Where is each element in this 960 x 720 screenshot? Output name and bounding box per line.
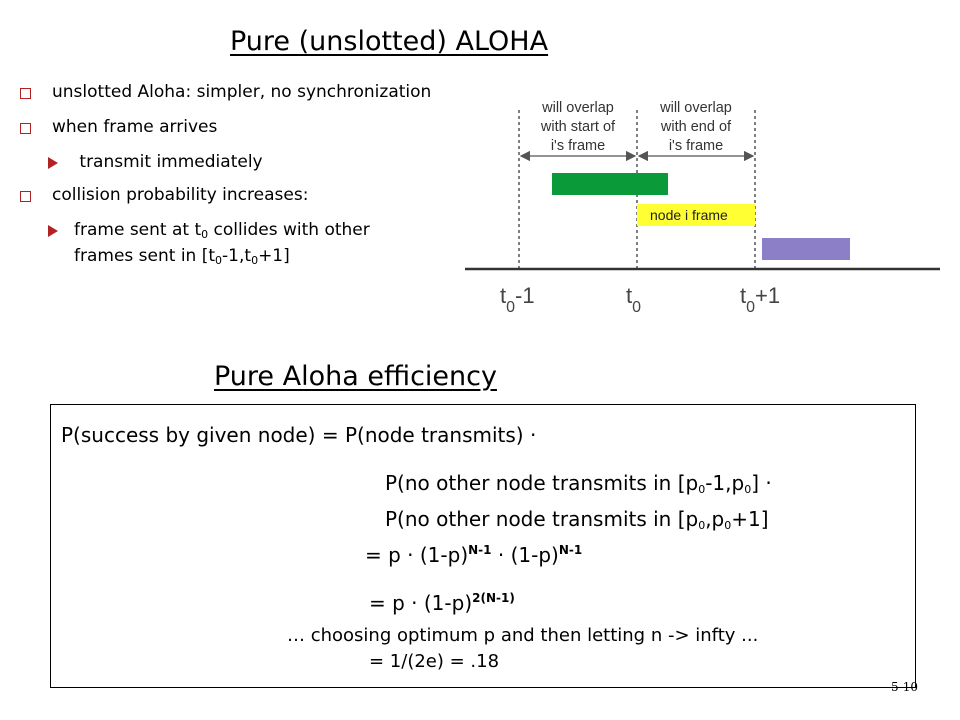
square-bullet-icon xyxy=(20,123,31,134)
formula-line-3: P(no other node transmits in $[p_0,p_0+1]$ xyxy=(385,507,769,532)
overlap-start-label-3: i's frame xyxy=(550,138,606,154)
triangle-bullet-icon xyxy=(48,225,58,237)
overlapping-frame-early xyxy=(552,173,668,195)
square-bullet-icon xyxy=(20,191,31,202)
formula-line-1: P(success by given node) = P(node transmits) · xyxy=(61,423,537,447)
tick-label-t0-plus-1: $t_0+1$ xyxy=(740,283,781,316)
formula-line-2: P(no other node transmits in $[p_0-1,p_0]$ · xyxy=(385,471,772,496)
aloha-timing-diagram xyxy=(460,96,950,326)
overlap-end-label-3: i's frame xyxy=(668,138,724,154)
overlap-start-label-2: with start of xyxy=(540,119,616,135)
square-bullet-icon xyxy=(20,88,31,99)
efficiency-title: Pure Aloha efficiency xyxy=(214,361,497,392)
sub-bullet-item: frame sent at $t_0$ collides with other xyxy=(48,220,462,244)
overlap-end-label-2: with end of xyxy=(660,119,732,135)
overlap-start-label-1: will overlap xyxy=(542,100,614,116)
node-i-frame-label: node i frame xyxy=(650,207,728,223)
slide-number: 5-10 xyxy=(891,680,918,694)
formula-line-4: = $p \cdot (1-p)^{N-1} \cdot (1-p)^{N-1}$ xyxy=(365,543,583,567)
slide-title: Pure (unslotted) ALOHA xyxy=(230,26,549,57)
tick-label-t0-minus-1: $t_0-1$ xyxy=(500,283,535,316)
formula-line-6: … choosing optimum p and then letting n -> infty ... xyxy=(287,625,759,646)
triangle-bullet-icon xyxy=(48,157,58,169)
formula-line-7: = 1/(2e) = .18 xyxy=(369,651,500,672)
overlapping-frame-late xyxy=(762,238,850,260)
tick-label-t0: $t_0$ xyxy=(626,283,642,316)
formula-line-5: = $p \cdot (1-p)^{2(N-1)}$ xyxy=(369,591,515,615)
overlap-end-label-1: will overlap xyxy=(660,100,732,116)
formula-box xyxy=(50,404,916,688)
